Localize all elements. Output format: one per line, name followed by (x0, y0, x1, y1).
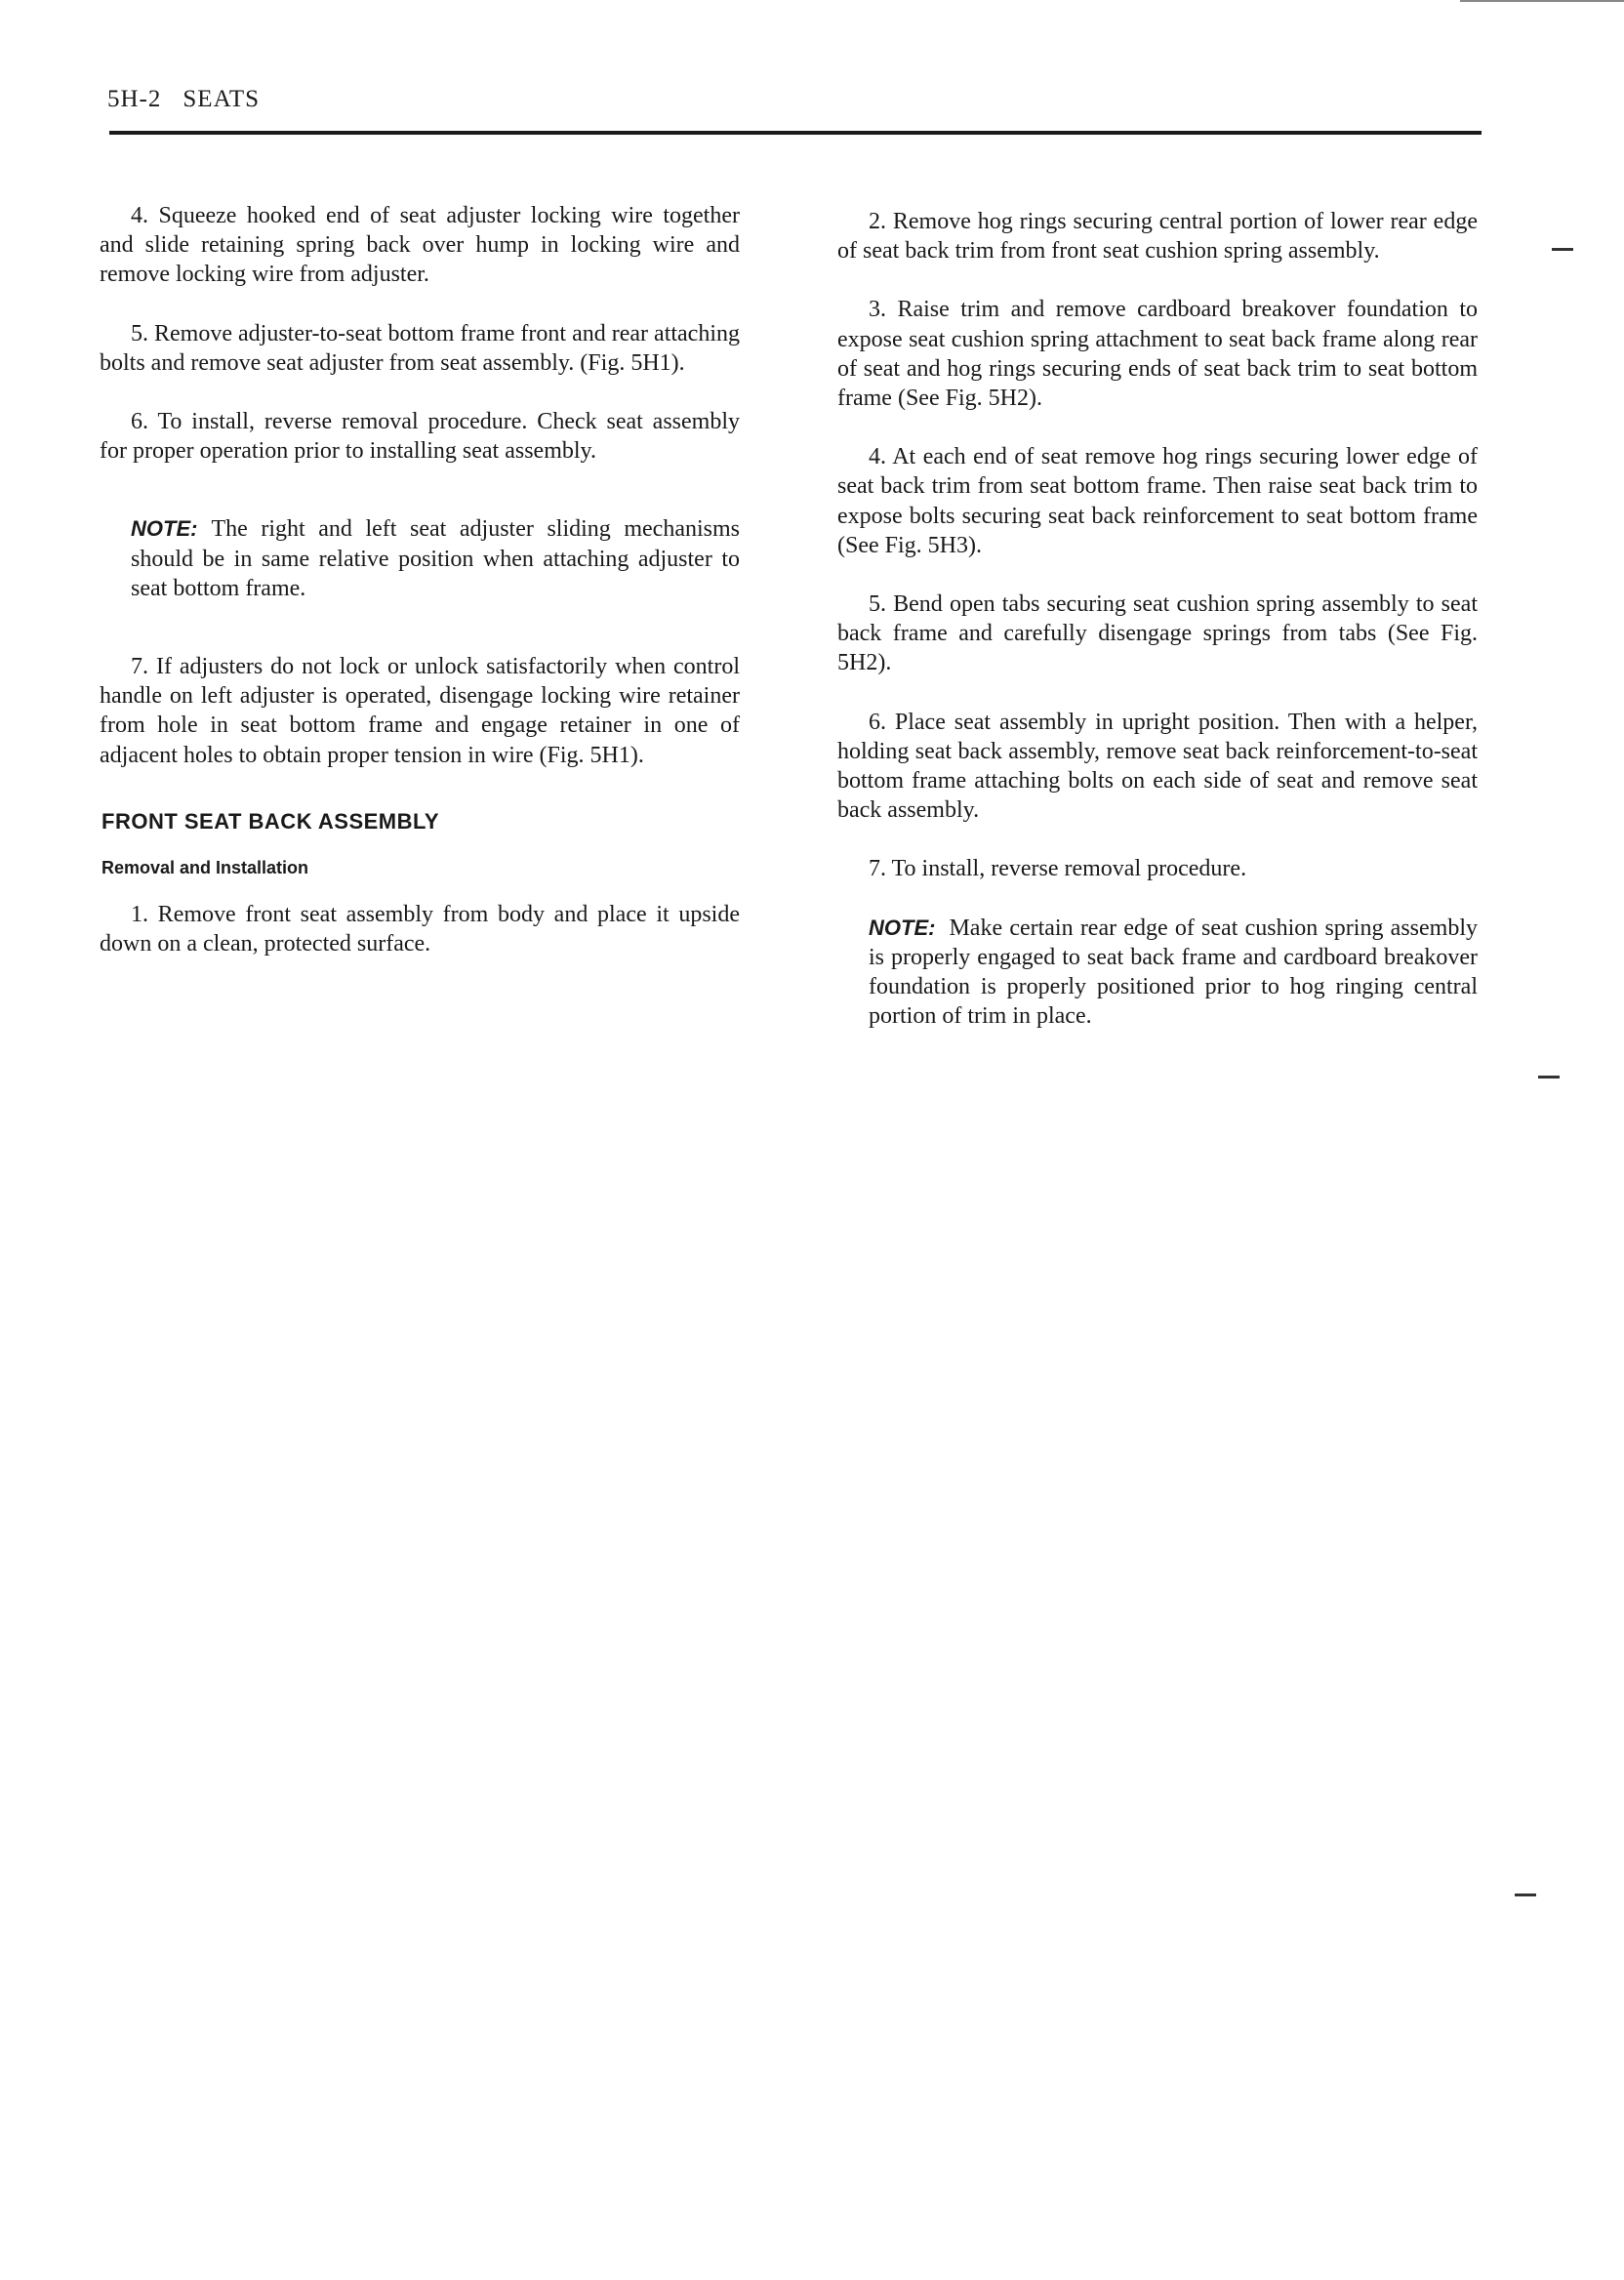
step-7-paragraph: 7. If adjusters do not lock or unlock satisfactorily when control handle on left adjuster is operated, disengage locking wire retainer from hole in seat bottom frame and engage retainer in one of adjacent holes to obtain proper tension in wire (Fig. 5H1). (100, 654, 740, 768)
left-column (100, 201, 740, 988)
note-text: The right and left seat adjuster sliding mechanisms should be in same relative position when attaching adjuster to seat bottom frame. (131, 516, 740, 601)
section-title: SEATS (183, 86, 261, 112)
page-header (107, 86, 260, 113)
step-1-paragraph: 1. Remove front seat assembly from body and place it upside down on a clean, protected surface. (100, 901, 740, 957)
page-edge-line (1460, 0, 1624, 2)
section-heading: FRONT SEAT BACK ASSEMBLY (102, 808, 440, 834)
note-label: NOTE: (869, 915, 936, 940)
note-adjuster (131, 514, 740, 603)
step-5-paragraph: 5. Bend open tabs securing seat cushion spring assembly to seat back frame and carefully disengage springs from tabs (See Fig. 5H2). (837, 591, 1478, 676)
note-label: NOTE: (131, 516, 198, 542)
margin-mark (1515, 1893, 1536, 1896)
step-5-paragraph: 5. Remove adjuster-to-seat bottom frame front and rear attaching bolts and remove seat adjuster from seat assembly. (Fig. 5H1). (100, 320, 740, 376)
subheading: Removal and Installation (102, 857, 309, 877)
step-3-paragraph: 3. Raise trim and remove cardboard breakover foundation to expose seat cushion spring attachment to seat back frame along rear of seat and hog rings securing ends of seat back trim to seat bottom frame (See Fig. 5H2). (837, 297, 1478, 412)
step-2-paragraph: 2. Remove hog rings securing central portion of lower rear edge of seat back trim from front seat cushion spring assembly. (837, 209, 1478, 265)
right-column (837, 207, 1478, 1060)
margin-mark (1552, 248, 1573, 251)
note-text: Make certain rear edge of seat cushion spring assembly is properly engaged to seat back frame and cardboard breakover foundation is properly positioned prior to hog ringing central portion of trim in place. (869, 915, 1478, 1030)
header-rule (109, 131, 1482, 135)
note-cushion (869, 914, 1478, 1032)
step-7-paragraph: 7. To install, reverse removal procedure. (869, 856, 1247, 882)
page-number: 5H-2 (107, 86, 162, 112)
margin-mark (1538, 1076, 1560, 1079)
step-6-paragraph: 6. Place seat assembly in upright position. Then with a helper, holding seat back assembly, remove seat back reinforcement-to-seat bottom frame attaching bolts on each side of seat and remove seat back assembly. (837, 709, 1478, 824)
step-6-paragraph: 6. To install, reverse removal procedure. Check seat assembly for proper operation prior to installing seat assembly. (100, 409, 740, 465)
step-4-paragraph: 4. Squeeze hooked end of seat adjuster locking wire together and slide retaining spring back over hump in locking wire and remove locking wire from adjuster. (100, 203, 740, 288)
step-4-paragraph: 4. At each end of seat remove hog rings securing lower edge of seat back trim from seat bottom frame. Then raise seat back trim to expose bolts securing seat back reinforcement to seat bottom frame (See Fig. 5H3). (837, 444, 1478, 558)
